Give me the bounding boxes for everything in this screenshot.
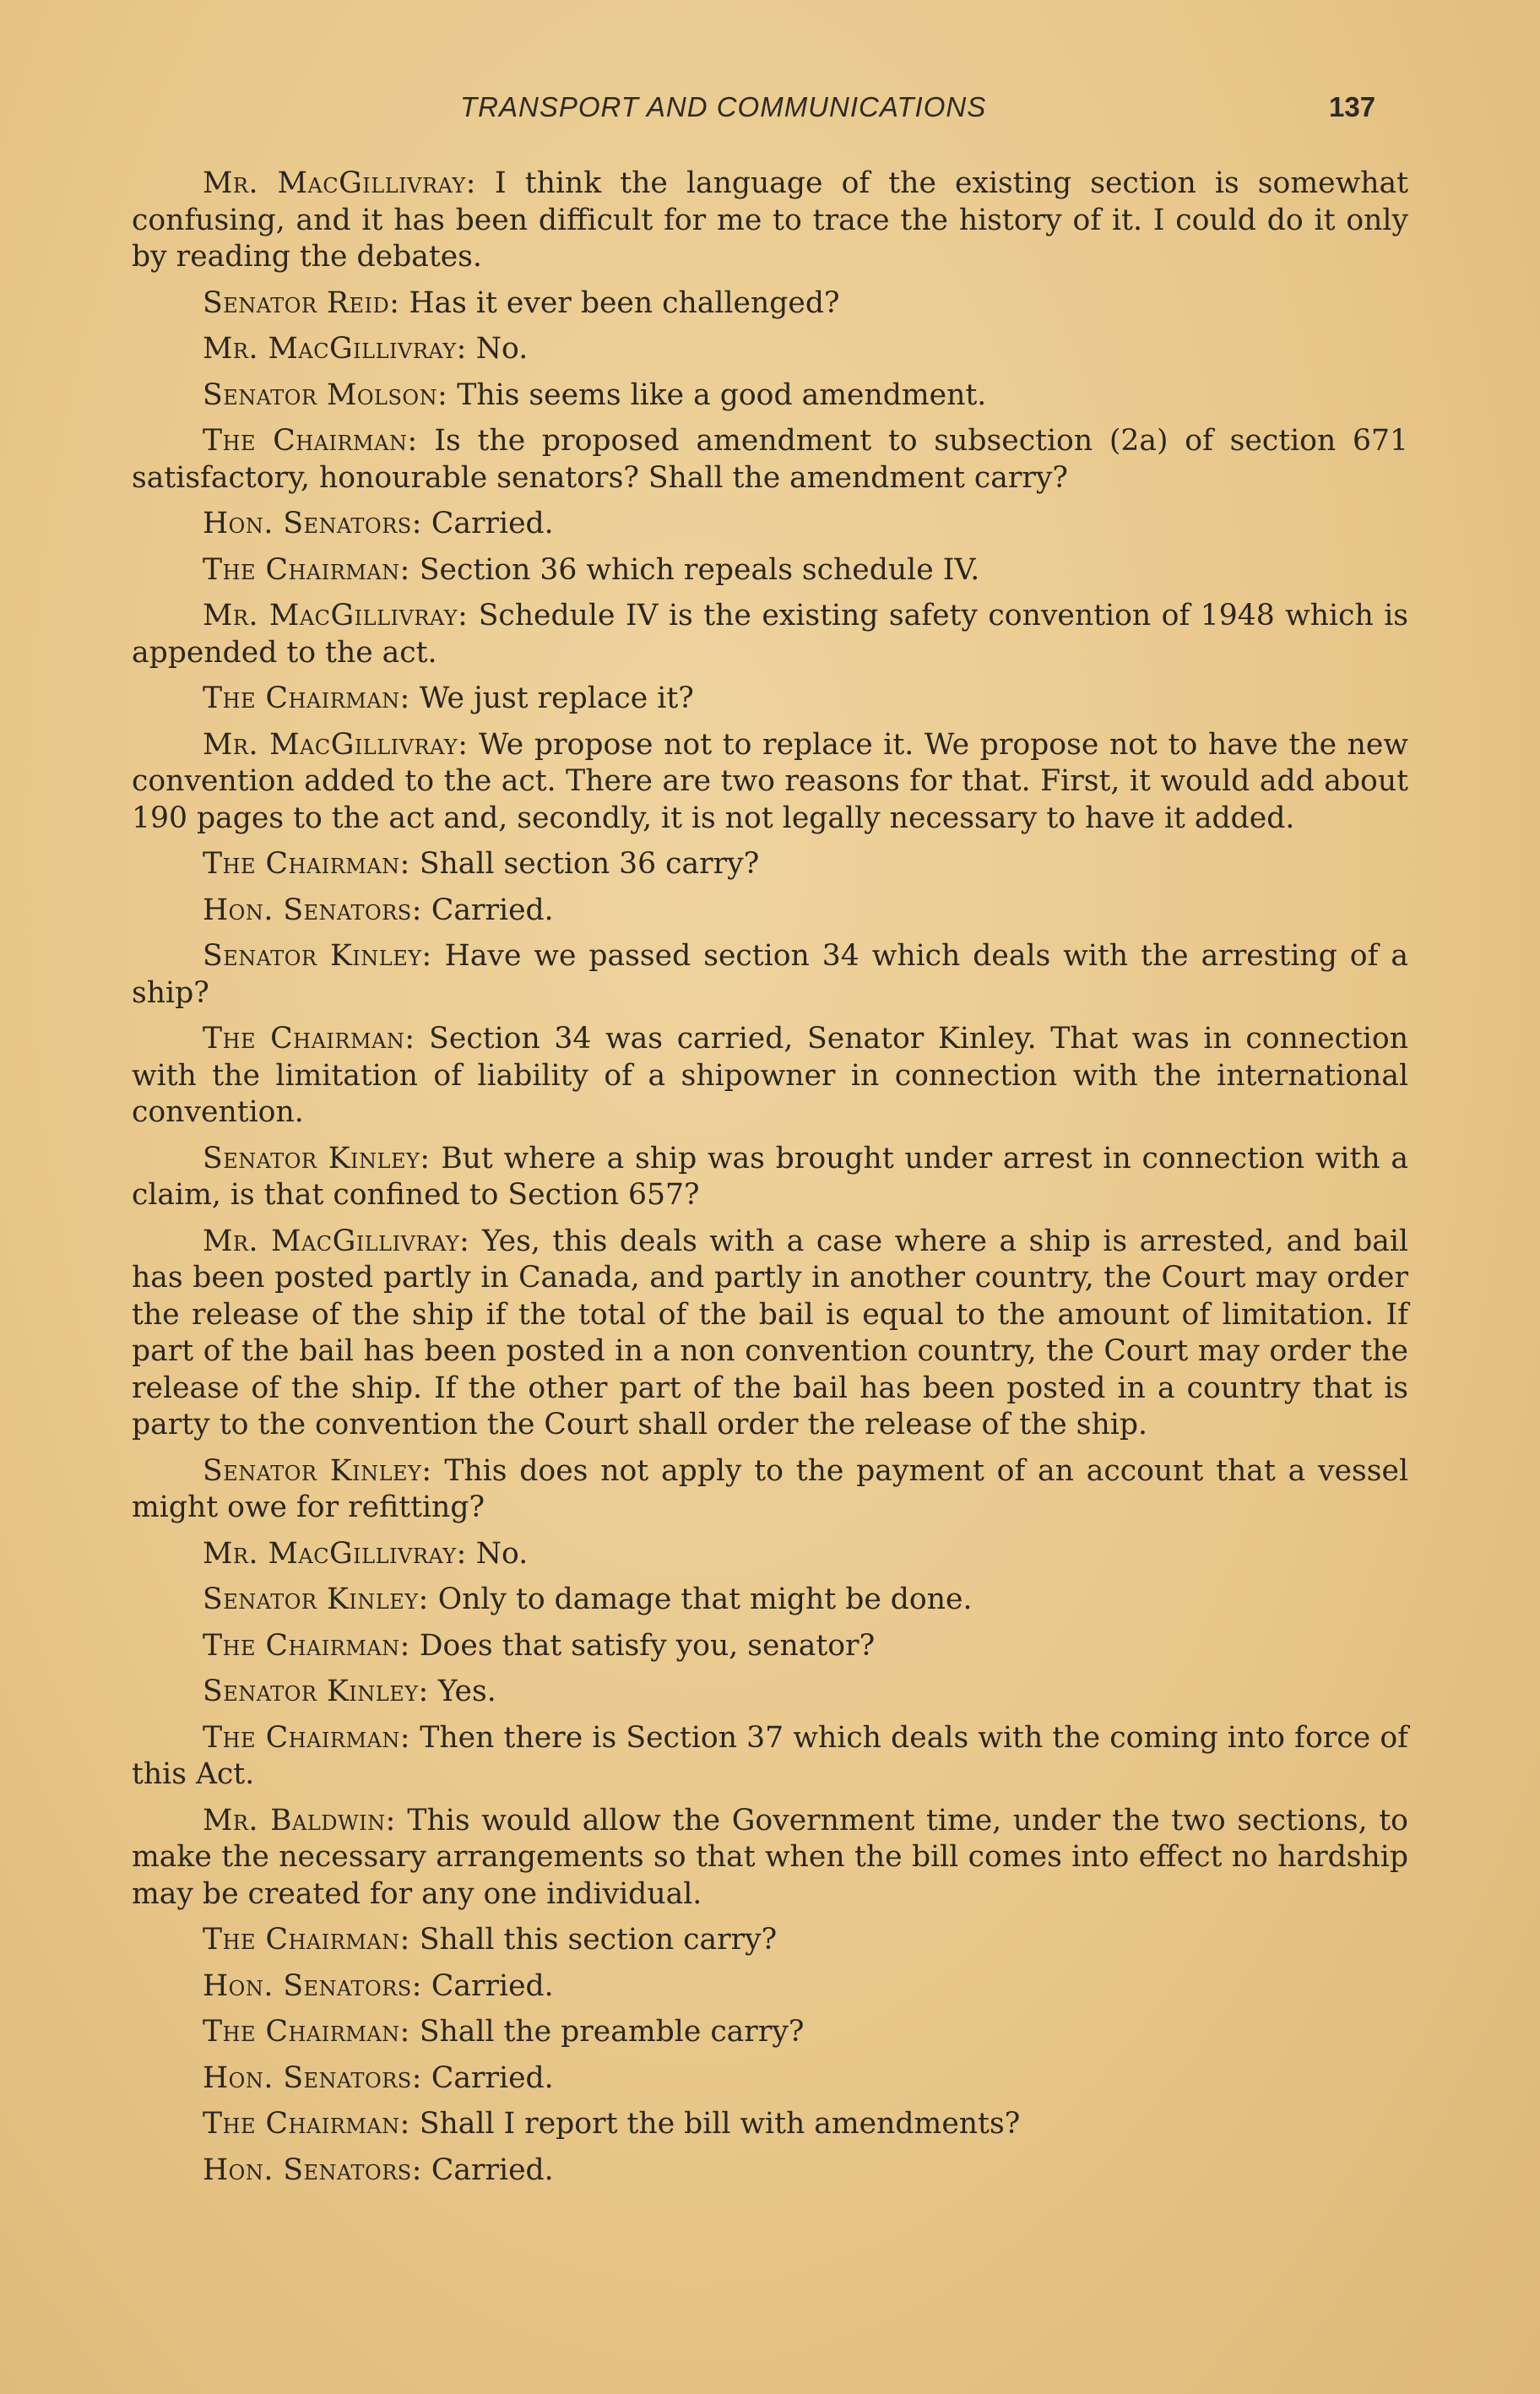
transcript-paragraph bbox=[132, 1922, 1408, 1959]
speaker-name: Hon. Senators: bbox=[203, 893, 422, 927]
speaker-name: Senator Kinley: bbox=[203, 1675, 429, 1708]
speech-text: Yes, this deals with a case where a ship is arrested, and bail has been posted partly in Canada, and partly in another country, the Court may order the release of the ship if the total of the bail is equal to the amount of limitation. If part of the bail has been posted in a non convention country, the Court may order the release of the ship. If the other part of the bail has been posted in a country that is party to the convention the Court shall order the release of the ship. bbox=[132, 1224, 1408, 1441]
speaker-name: Mr. MacGillivray: bbox=[203, 727, 469, 762]
speech-text: We just replace it? bbox=[409, 681, 694, 715]
transcript-paragraph bbox=[132, 727, 1408, 838]
transcript-paragraph bbox=[132, 1021, 1408, 1132]
transcript-paragraph bbox=[132, 893, 1408, 930]
speech-text: Have we passed section 34 which deals with the arresting of a ship? bbox=[132, 939, 1408, 1010]
speaker-name: The Chairman: bbox=[203, 681, 410, 715]
speaker-name: Mr. Baldwin: bbox=[203, 1803, 396, 1838]
page-header bbox=[0, 91, 1540, 133]
transcript-paragraph bbox=[132, 377, 1408, 415]
speaker-name: Senator Reid: bbox=[203, 285, 400, 320]
transcript-paragraph bbox=[132, 2106, 1408, 2143]
speaker-name: Senator Kinley: bbox=[203, 1582, 429, 1616]
speaker-name: The Chairman: bbox=[203, 1923, 410, 1957]
speech-text: Section 34 was carried, Senator Kinley. That was in connection with the limitation of liability of a shipowner in connection with the international convention. bbox=[132, 1022, 1408, 1129]
speech-text: We propose not to replace it. We propose not to have the new convention added to the act. There are two reasons for that. First, it would add about 190 pages to the act and, secondly, it is not legally necessary to have it added. bbox=[132, 727, 1408, 835]
transcript-paragraph bbox=[132, 1224, 1408, 1444]
speech-text: Carried. bbox=[421, 2152, 554, 2187]
transcript-paragraph bbox=[132, 506, 1408, 543]
speech-text: Schedule IV is the existing safety convention of 1948 which is appended to the act. bbox=[132, 599, 1408, 670]
speaker-name: The Chairman: bbox=[203, 1022, 415, 1056]
transcript-paragraph bbox=[132, 2152, 1408, 2190]
transcript-paragraph bbox=[132, 1720, 1408, 1794]
transcript-paragraph bbox=[132, 846, 1408, 883]
speaker-name: Hon. Senators: bbox=[203, 2152, 422, 2187]
speech-text: Carried. bbox=[421, 2060, 554, 2095]
speaker-name: The Chairman: bbox=[203, 2107, 410, 2141]
transcript-body bbox=[132, 166, 1408, 2198]
speaker-name: Senator Molson: bbox=[203, 377, 448, 412]
speech-text: Carried. bbox=[421, 893, 554, 927]
speech-text: Yes. bbox=[428, 1675, 496, 1708]
speech-text: This would allow the Government time, under the two sections, to make the necessary arrangements so that when the bill comes into effect no hardship may be created for any one individual. bbox=[132, 1803, 1408, 1911]
running-title: TRANSPORT AND COMMUNICATIONS bbox=[460, 91, 987, 122]
page-number: 137 bbox=[1329, 91, 1376, 122]
transcript-paragraph bbox=[132, 1536, 1408, 1573]
speaker-name: The Chairman: bbox=[203, 1628, 410, 1663]
speech-text: This does not apply to the payment of an account that a vessel might owe for refitting? bbox=[132, 1453, 1408, 1524]
speaker-name: Mr. MacGillivray: bbox=[203, 1224, 470, 1258]
transcript-paragraph bbox=[132, 331, 1408, 368]
speech-text: But where a ship was brought under arrest in connection with a claim, is that confined to Section 657? bbox=[132, 1141, 1408, 1212]
transcript-paragraph bbox=[132, 1674, 1408, 1711]
transcript-paragraph bbox=[132, 1803, 1408, 1914]
speech-text: Section 36 which repeals schedule IV. bbox=[409, 552, 980, 587]
transcript-paragraph bbox=[132, 2060, 1408, 2098]
speaker-name: Hon. Senators: bbox=[203, 1968, 422, 2003]
transcript-paragraph bbox=[132, 1968, 1408, 2006]
speaker-name: The Chairman: bbox=[203, 1720, 411, 1755]
speaker-name: The Chairman: bbox=[203, 2015, 410, 2049]
transcript-paragraph bbox=[132, 285, 1408, 323]
speech-text: Has it ever been challenged? bbox=[399, 285, 840, 320]
speech-text: Shall the preamble carry? bbox=[409, 2015, 805, 2049]
speaker-name: Mr. MacGillivray: bbox=[203, 1536, 467, 1571]
speech-text: Carried. bbox=[421, 507, 554, 540]
transcript-paragraph bbox=[132, 423, 1408, 497]
speaker-name: The Chairman: bbox=[203, 552, 410, 587]
speaker-name: Mr. MacGillivray: bbox=[203, 332, 467, 366]
transcript-paragraph bbox=[132, 1582, 1408, 1619]
speech-text: Does that satisfy you, senator? bbox=[409, 1628, 876, 1663]
speaker-name: Mr. MacGillivray: bbox=[203, 599, 469, 632]
speech-text: Is the proposed amendment to subsection (2a) of section 671 satisfactory, honourable senators? Shall the amendment carry? bbox=[132, 424, 1408, 495]
speech-text: Only to damage that might be done. bbox=[428, 1582, 973, 1616]
transcript-paragraph bbox=[132, 1453, 1408, 1527]
transcript-paragraph bbox=[132, 1141, 1408, 1214]
speaker-name: Hon. Senators: bbox=[203, 507, 422, 540]
transcript-paragraph bbox=[132, 166, 1408, 276]
speaker-name: Hon. Senators: bbox=[203, 2060, 422, 2095]
speech-text: Shall section 36 carry? bbox=[409, 847, 760, 881]
speaker-name: The Chairman: bbox=[203, 847, 410, 881]
transcript-paragraph bbox=[132, 2014, 1408, 2051]
speech-text: Carried. bbox=[421, 1968, 554, 2003]
speech-text: Then there is Section 37 which deals with the coming into force of this Act. bbox=[132, 1720, 1408, 1791]
speech-text: Shall I report the bill with amendments? bbox=[409, 2107, 1021, 2141]
speech-text: No. bbox=[466, 332, 529, 366]
speaker-name: Senator Kinley: bbox=[203, 1141, 431, 1175]
speech-text: I think the language of the existing section is somewhat confusing, and it has been difficult for me to trace the history of it. I could do it only by reading the debates. bbox=[132, 166, 1408, 274]
transcript-paragraph bbox=[132, 681, 1408, 718]
speaker-name: Senator Kinley: bbox=[203, 939, 432, 973]
speech-text: Shall this section carry? bbox=[409, 1923, 778, 1957]
speaker-name: Senator Kinley: bbox=[203, 1453, 432, 1488]
speech-text: No. bbox=[466, 1536, 529, 1571]
speaker-name: Mr. MacGillivray: bbox=[203, 166, 476, 200]
transcript-paragraph bbox=[132, 938, 1408, 1012]
transcript-paragraph bbox=[132, 1628, 1408, 1665]
speech-text: This seems like a good amendment. bbox=[447, 377, 987, 412]
speaker-name: The Chairman: bbox=[203, 424, 418, 458]
transcript-paragraph bbox=[132, 552, 1408, 589]
transcript-paragraph bbox=[132, 598, 1408, 671]
